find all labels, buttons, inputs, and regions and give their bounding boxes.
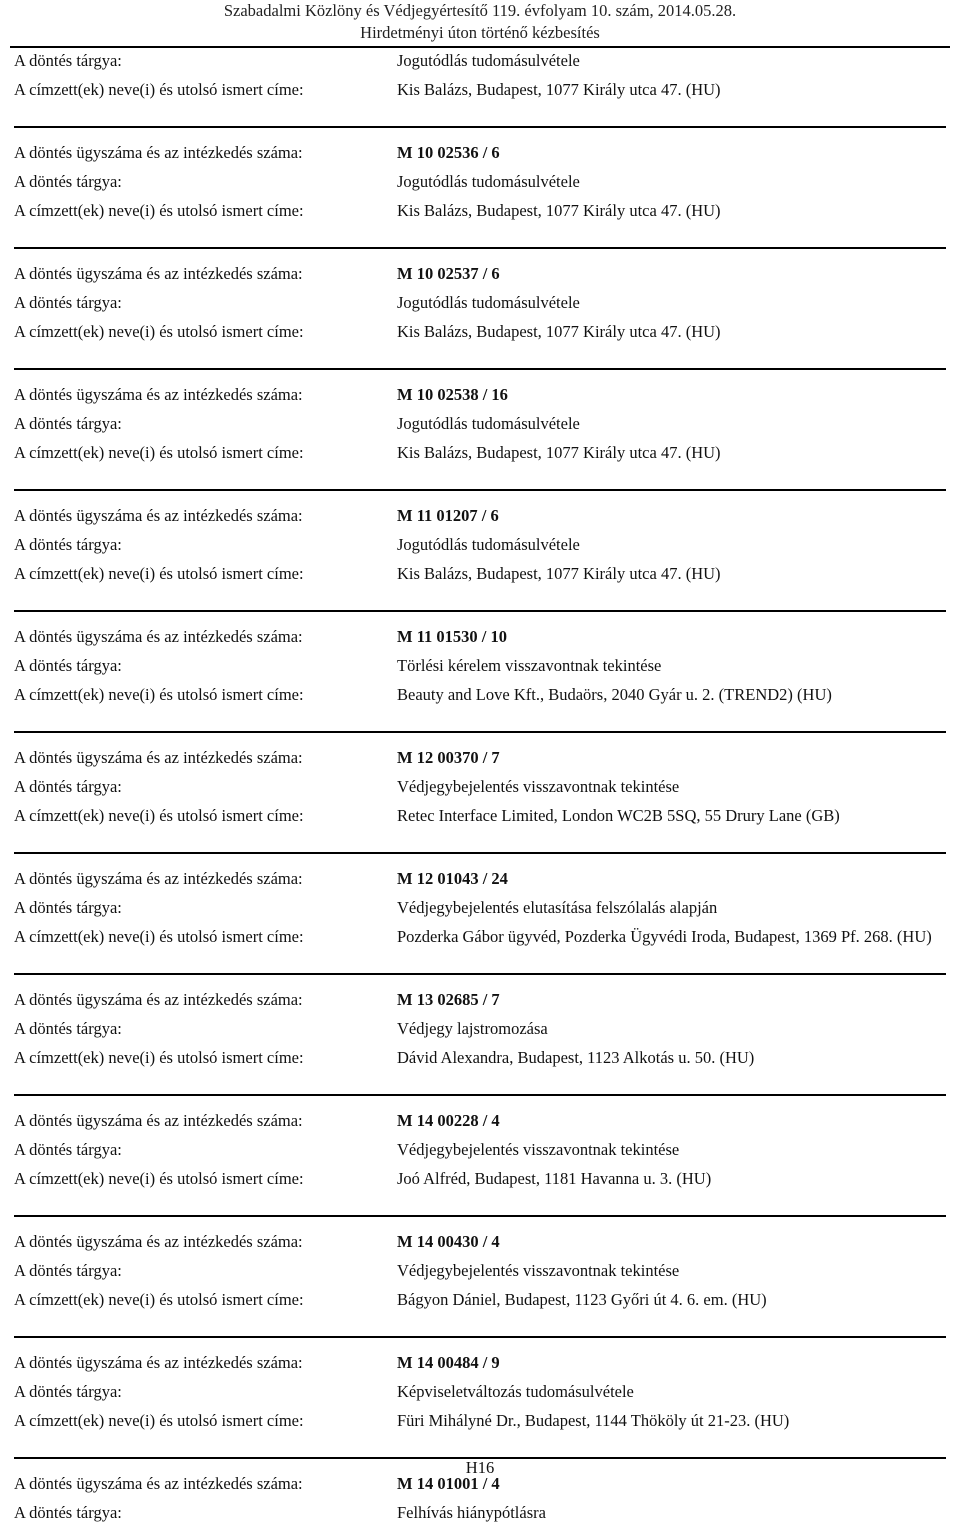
recipient-address-row: [14, 1164, 946, 1193]
decision-record: [14, 1215, 946, 1314]
recipient-address: Kis Balázs, Budapest, 1077 Király utca 47. (HU): [397, 322, 721, 341]
decision-record: [14, 610, 946, 709]
decision-subject-row: [14, 1498, 946, 1527]
case-number-label: A döntés ügyszáma és az intézkedés száma:: [14, 869, 303, 888]
decision-subject-label: A döntés tárgya:: [14, 1382, 122, 1401]
decision-subject: Jogutódlás tudomásulvétele: [397, 172, 580, 191]
decision-subject-label: A döntés tárgya:: [14, 1019, 122, 1038]
decision-subject-row: [14, 1256, 946, 1285]
recipient-address-row: [14, 559, 946, 588]
decision-record: [14, 1336, 946, 1435]
case-number-row: [14, 1106, 946, 1135]
decision-subject-row: [14, 288, 946, 317]
decision-subject-row: [14, 530, 946, 559]
decision-subject-label: A döntés tárgya:: [14, 414, 122, 433]
decision-record: [14, 247, 946, 346]
case-number-label: A döntés ügyszáma és az intézkedés száma:: [14, 627, 303, 646]
recipient-address: Retec Interface Limited, London WC2B 5SQ, 55 Drury Lane (GB): [397, 806, 840, 825]
decision-record: [14, 731, 946, 830]
decision-subject-label: A döntés tárgya:: [14, 777, 122, 796]
decision-subject: Védjegybejelentés visszavontnak tekintése: [397, 1261, 680, 1280]
recipient-address-label: A címzett(ek) neve(i) és utolsó ismert címe:: [14, 1411, 304, 1430]
recipient-address-row: [14, 1043, 946, 1072]
recipient-address: Füri Mihályné Dr., Budapest, 1144 Thököly út 21-23. (HU): [397, 1411, 790, 1430]
recipient-address-row: [14, 196, 946, 225]
decision-subject: Felhívás hiánypótlásra: [397, 1503, 546, 1522]
decision-subject-row: [14, 1377, 946, 1406]
case-number: M 14 01001 / 4: [397, 1474, 500, 1493]
case-number: M 14 00228 / 4: [397, 1111, 500, 1130]
decision-subject-row: [14, 167, 946, 196]
case-number-row: [14, 985, 946, 1014]
decision-subject: Védjegybejelentés visszavontnak tekintése: [397, 1140, 680, 1159]
decision-subject: Törlési kérelem visszavontnak tekintése: [397, 656, 662, 675]
recipient-address-label: A címzett(ek) neve(i) és utolsó ismert címe:: [14, 1169, 304, 1188]
case-number: M 12 00370 / 7: [397, 748, 500, 767]
decision-subject: Jogutódlás tudomásulvétele: [397, 535, 580, 554]
decision-record: [14, 489, 946, 588]
decision-subject-label: A döntés tárgya:: [14, 1261, 122, 1280]
recipient-address-label: A címzett(ek) neve(i) és utolsó ismert címe:: [14, 443, 304, 462]
recipient-address-row: [14, 438, 946, 467]
decision-record: [14, 852, 946, 951]
decision-record: [14, 368, 946, 467]
recipient-address-label: A címzett(ek) neve(i) és utolsó ismert címe:: [14, 1290, 304, 1309]
case-number: M 11 01530 / 10: [397, 627, 507, 646]
journal-title: Szabadalmi Közlöny és Védjegyértesítő 119. évfolyam 10. szám, 2014.05.28.: [223, 1, 737, 20]
recipient-address: Kis Balázs, Budapest, 1077 Király utca 47. (HU): [397, 80, 721, 99]
decision-subject-label: A döntés tárgya:: [14, 1140, 122, 1159]
recipient-address: Joó Alfréd, Budapest, 1181 Havanna u. 3. (HU): [397, 1169, 712, 1188]
decision-subject-label: A döntés tárgya:: [14, 293, 122, 312]
recipient-address-label: A címzett(ek) neve(i) és utolsó ismert címe:: [14, 1048, 304, 1067]
decision-record: [14, 1094, 946, 1193]
decision-subject-label: A döntés tárgya:: [14, 172, 122, 191]
case-number-row: [14, 1348, 946, 1377]
case-number-label: A döntés ügyszáma és az intézkedés száma:: [14, 748, 303, 767]
case-number-label: A döntés ügyszáma és az intézkedés száma:: [14, 990, 303, 1009]
decision-subject-label: A döntés tárgya:: [14, 898, 122, 917]
decision-record: [14, 126, 946, 225]
recipient-address: Kis Balázs, Budapest, 1077 Király utca 47. (HU): [397, 443, 721, 462]
case-number-row: [14, 380, 946, 409]
decision-list: [14, 46, 946, 1527]
recipient-address-label: A címzett(ek) neve(i) és utolsó ismert címe:: [14, 685, 304, 704]
decision-subject-label: A döntés tárgya:: [14, 1503, 122, 1522]
case-number-label: A döntés ügyszáma és az intézkedés száma:: [14, 385, 303, 404]
case-number-row: [14, 138, 946, 167]
recipient-address: Kis Balázs, Budapest, 1077 Király utca 47. (HU): [397, 201, 721, 220]
recipient-address-label: A címzett(ek) neve(i) és utolsó ismert címe:: [14, 927, 304, 946]
recipient-address: Bágyon Dániel, Budapest, 1123 Győri út 4. 6. em. (HU): [397, 1290, 767, 1309]
decision-subject-row: [14, 1135, 946, 1164]
recipient-address-label: A címzett(ek) neve(i) és utolsó ismert címe:: [14, 322, 304, 341]
recipient-address-row: [14, 1406, 946, 1435]
decision-subject-row: [14, 409, 946, 438]
decision-subject: Védjegybejelentés elutasítása felszólalás alapján: [397, 898, 718, 917]
decision-subject-row: [14, 893, 946, 922]
case-number-row: [14, 743, 946, 772]
decision-subject-row: [14, 772, 946, 801]
case-number-label: A döntés ügyszáma és az intézkedés száma:: [14, 506, 303, 525]
case-number: M 14 00484 / 9: [397, 1353, 500, 1372]
case-number: M 12 01043 / 24: [397, 869, 508, 888]
decision-record: [14, 46, 946, 104]
decision-subject-row: [14, 46, 946, 75]
decision-subject-row: [14, 651, 946, 680]
decision-subject-row: [14, 1014, 946, 1043]
recipient-address: Dávid Alexandra, Budapest, 1123 Alkotás u. 50. (HU): [397, 1048, 755, 1067]
decision-subject-label: A döntés tárgya:: [14, 51, 122, 70]
recipient-address: Pozderka Gábor ügyvéd, Pozderka Ügyvédi Iroda, Budapest, 1369 Pf. 268. (HU): [397, 927, 932, 946]
recipient-address-label: A címzett(ek) neve(i) és utolsó ismert címe:: [14, 564, 304, 583]
decision-subject: Képviseletváltozás tudomásulvétele: [397, 1382, 634, 1401]
case-number: M 10 02536 / 6: [397, 143, 500, 162]
decision-subject: Védjegy lajstromozása: [397, 1019, 548, 1038]
recipient-address-label: A címzett(ek) neve(i) és utolsó ismert címe:: [14, 80, 304, 99]
decision-subject: Jogutódlás tudomásulvétele: [397, 51, 580, 70]
recipient-address-row: [14, 680, 946, 709]
case-number: M 10 02538 / 16: [397, 385, 508, 404]
decision-subject-label: A döntés tárgya:: [14, 535, 122, 554]
case-number-row: [14, 864, 946, 893]
recipient-address-row: [14, 922, 946, 951]
case-number-label: A döntés ügyszáma és az intézkedés száma:: [14, 1232, 303, 1251]
recipient-address-row: [14, 317, 946, 346]
page-header: [0, 0, 960, 44]
decision-subject-label: A döntés tárgya:: [14, 656, 122, 675]
recipient-address-row: [14, 75, 946, 104]
section-title: Hirdetményi úton történő kézbesítés: [360, 23, 600, 42]
case-number: M 13 02685 / 7: [397, 990, 500, 1009]
case-number-label: A döntés ügyszáma és az intézkedés száma:: [14, 1353, 303, 1372]
case-number: M 11 01207 / 6: [397, 506, 499, 525]
decision-record: [14, 973, 946, 1072]
case-number-row: [14, 622, 946, 651]
decision-subject: Jogutódlás tudomásulvétele: [397, 293, 580, 312]
case-number-label: A döntés ügyszáma és az intézkedés száma:: [14, 264, 303, 283]
case-number-row: [14, 259, 946, 288]
recipient-address: Kis Balázs, Budapest, 1077 Király utca 47. (HU): [397, 564, 721, 583]
case-number-label: A döntés ügyszáma és az intézkedés száma:: [14, 1474, 303, 1493]
case-number: M 10 02537 / 6: [397, 264, 500, 283]
recipient-address-row: [14, 801, 946, 830]
case-number-label: A döntés ügyszáma és az intézkedés száma:: [14, 1111, 303, 1130]
decision-subject: Védjegybejelentés visszavontnak tekintése: [397, 777, 680, 796]
recipient-address-row: [14, 1285, 946, 1314]
recipient-address: Beauty and Love Kft., Budaörs, 2040 Gyár u. 2. (TREND2) (HU): [397, 685, 832, 704]
recipient-address-label: A címzett(ek) neve(i) és utolsó ismert címe:: [14, 201, 304, 220]
case-number-label: A döntés ügyszáma és az intézkedés száma:: [14, 143, 303, 162]
case-number-row: [14, 1227, 946, 1256]
page-number: H16: [465, 1458, 495, 1477]
case-number: M 14 00430 / 4: [397, 1232, 500, 1251]
decision-subject: Jogutódlás tudomásulvétele: [397, 414, 580, 433]
recipient-address-label: A címzett(ek) neve(i) és utolsó ismert címe:: [14, 806, 304, 825]
case-number-row: [14, 501, 946, 530]
